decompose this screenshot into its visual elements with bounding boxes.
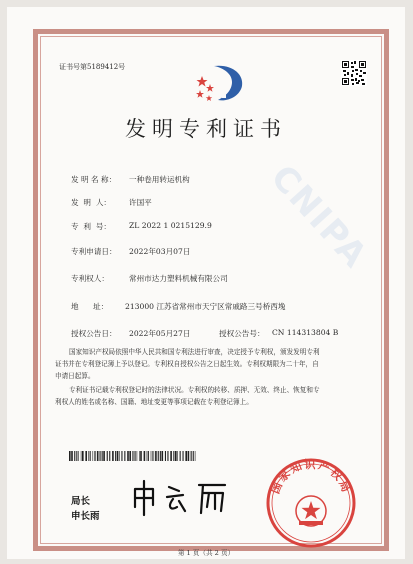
patent-owner-label: 专利权人： (71, 274, 109, 283)
barcode-bar (90, 451, 91, 461)
patent-number-value: ZL 2022 1 0215129.9 (129, 221, 212, 230)
certificate-number: 证书号第5189412号 (59, 63, 126, 71)
barcode-bar (124, 451, 125, 461)
barcode-bar (175, 451, 177, 461)
grant-date-value: 2022年05月27日 (129, 329, 191, 338)
director-title: 局长 (71, 496, 91, 507)
barcode-bar (180, 451, 181, 461)
barcode-bar (147, 451, 148, 461)
barcode-bar (129, 451, 131, 461)
barcode-bar (132, 451, 133, 461)
invention-name-value: 一种卷用转运机构 (129, 175, 190, 184)
barcode-bar (177, 451, 178, 461)
barcode-bar (107, 451, 108, 461)
director-name: 申长雨 (71, 511, 100, 522)
authorization-paragraph (55, 346, 357, 382)
barcode-bar (121, 451, 122, 461)
barcode-bar (148, 451, 149, 461)
barcode-bar (78, 451, 79, 461)
filing-date-label: 专利申请日： (71, 247, 117, 256)
barcode-bar (183, 451, 184, 461)
barcode-bar (185, 451, 187, 461)
inventor-value: 许国平 (129, 198, 152, 207)
svg-text:国家知识产权局 (268, 457, 353, 496)
barcode-bar (71, 451, 73, 461)
barcode-bar (93, 451, 94, 461)
barcode-bar (158, 451, 159, 461)
barcode-bar (140, 451, 142, 461)
barcode-bar (195, 451, 196, 461)
official-seal (265, 457, 357, 549)
inventor-label: 发 明 人： (71, 198, 112, 207)
barcode-bar (188, 451, 190, 461)
barcode-bar (103, 451, 105, 461)
invention-name-label: 发 明 名 称： (71, 175, 117, 184)
barcode-bar (74, 451, 75, 461)
cnipa-logo-icon (192, 62, 248, 106)
barcode-bar (97, 451, 99, 461)
barcode-bar (144, 451, 146, 461)
barcode-bar (69, 451, 71, 461)
address-value: 213000 江苏省常州市天宁区常戚路三号桥西堍 (125, 302, 286, 311)
barcode-bar (127, 451, 129, 461)
barcode-bar (115, 451, 116, 461)
barcode-bar (139, 451, 140, 461)
watermark: CNIPA (262, 157, 376, 277)
barcode-bar (191, 451, 192, 461)
patent-number-label: 专 利 号： (71, 222, 112, 231)
barcode-bar (170, 451, 172, 461)
barcode-bar (151, 451, 152, 461)
paragraph-line: 利权人的姓名或名称、国籍、地址变更等事项记载在专利登记簿上。 (55, 398, 253, 406)
barcode-bar (173, 451, 174, 461)
paragraph-line: 国家知识产权局依照中华人民共和国专利法进行审查，决定授予专利权，颁发发明专利 (69, 348, 320, 356)
paragraph-line: 证书并在专利登记簿上予以登记。专利权自授权公告之日起生效。专利权期限为二十年，自 (55, 360, 319, 368)
barcode-bar (88, 451, 89, 461)
filing-date-value: 2022年03月07日 (129, 247, 191, 256)
barcode-bar (81, 451, 82, 461)
barcode-bar (137, 451, 138, 461)
barcode-bar (95, 451, 96, 461)
barcode-bar (155, 451, 157, 461)
barcode-icon (69, 451, 197, 461)
seal-text: 国家知识产权局 (268, 457, 354, 496)
paragraph-line: 专利证书记载专利权登记时的法律状况。专利权的转移、质押、无效、终止、恢复和专 (69, 386, 320, 394)
patent-owner-value: 常州市达力塑料机械有限公司 (129, 274, 228, 283)
barcode-bar (193, 451, 194, 461)
grant-number-value: CN 114313804 B (272, 328, 339, 337)
barcode-bar (165, 451, 166, 461)
certificate-page (7, 7, 405, 559)
page-footer: 第 1 页（共 2 页） (177, 549, 235, 557)
grant-number-label: 授权公告号： (219, 329, 265, 338)
address-label: 地 址： (71, 302, 109, 311)
barcode-bar (100, 451, 101, 461)
barcode-bar (154, 451, 155, 461)
barcode-bar (152, 451, 153, 461)
barcode-bar (76, 451, 77, 461)
barcode-bar (119, 451, 120, 461)
qr-code-icon (341, 60, 367, 86)
handwritten-signature (127, 477, 237, 517)
barcode-bar (167, 451, 168, 461)
barcode-bar (82, 451, 84, 461)
barcode-bar (94, 451, 95, 461)
certificate-title: 发明专利证书 (125, 117, 287, 141)
barcode-bar (112, 451, 114, 461)
barcode-bar (160, 451, 161, 461)
barcode-bar (109, 451, 110, 461)
barcode-bar (102, 451, 103, 461)
barcode-bar (135, 451, 136, 461)
grant-date-label: 授权公告日： (71, 329, 117, 338)
barcode-bar (117, 451, 119, 461)
paragraph-line: 申请日起算。 (55, 372, 95, 380)
legal-status-paragraph (55, 384, 357, 408)
barcode-bar (162, 451, 164, 461)
barcode-bar (85, 451, 87, 461)
